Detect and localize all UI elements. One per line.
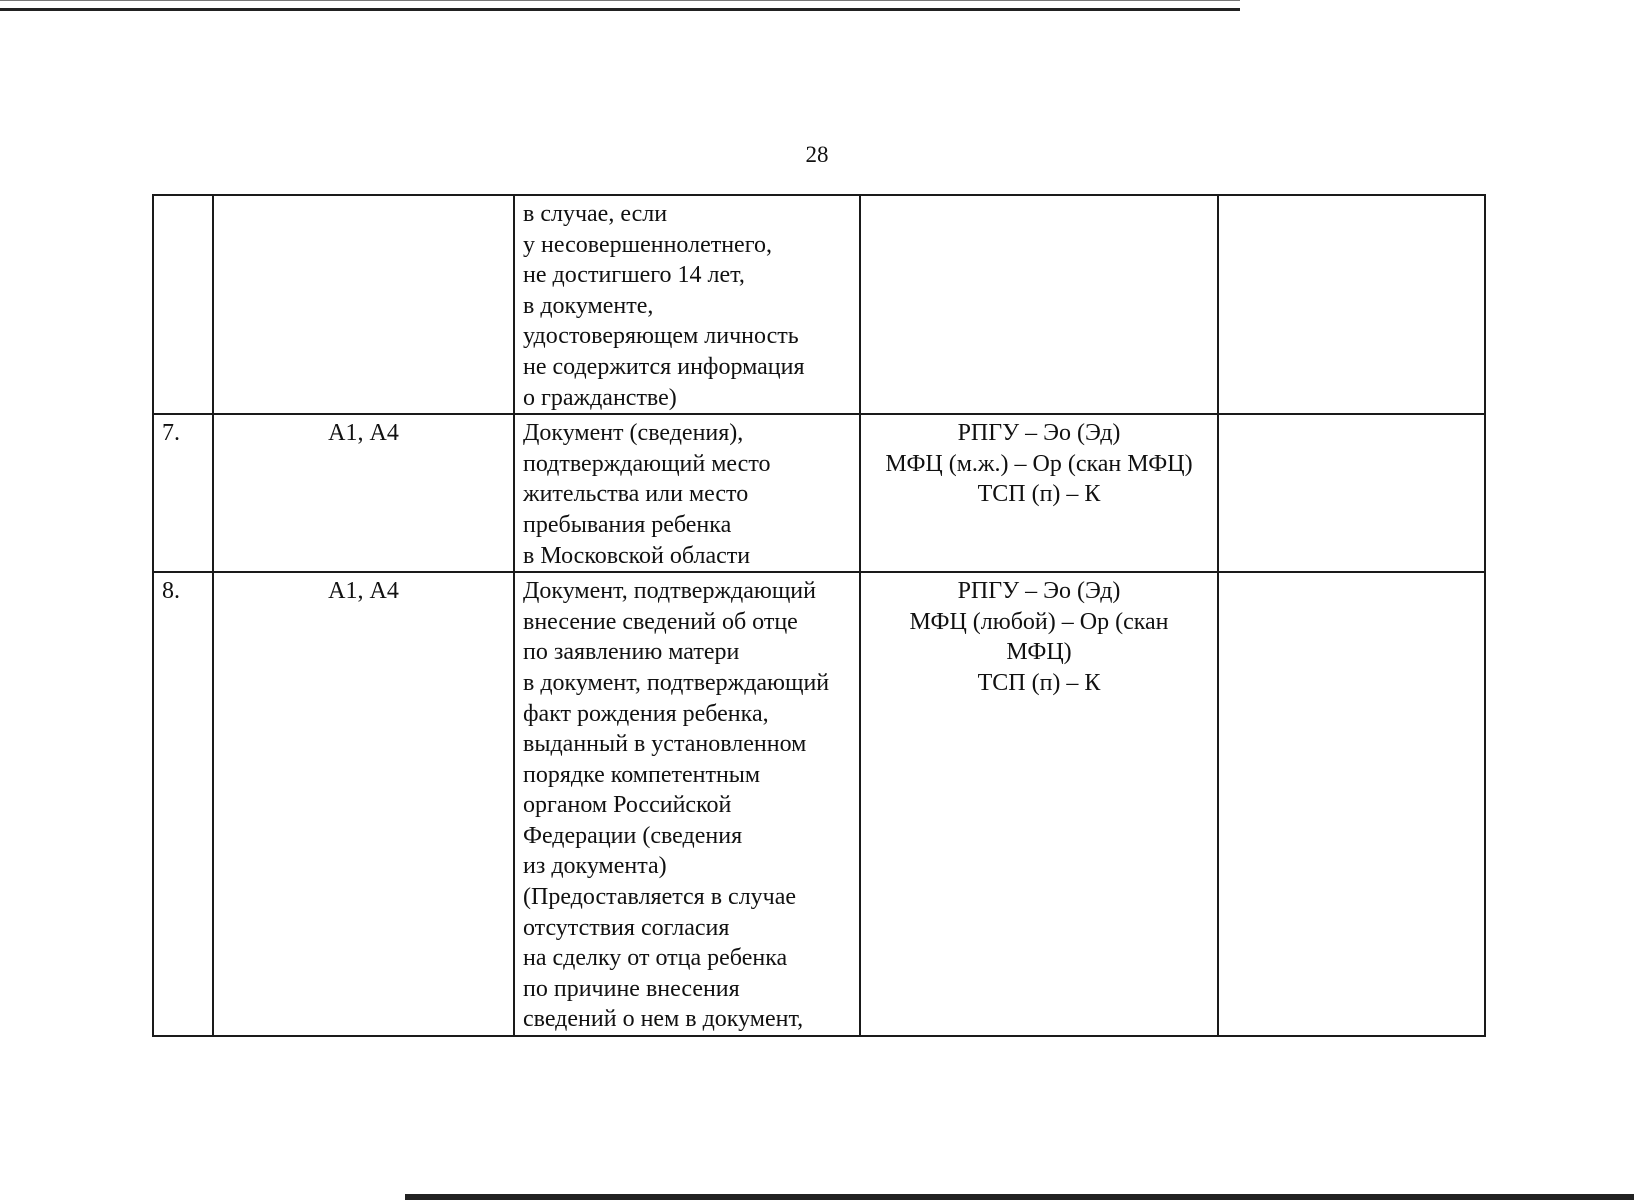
row-number: 7.	[153, 414, 213, 572]
channel-line: РПГУ – Эо (Эд)	[957, 420, 1121, 447]
applicant-codes: А1, А4	[213, 414, 514, 572]
document-description	[514, 195, 860, 414]
document-line: по причине внесения	[523, 975, 740, 1002]
document-line: порядке компетентным	[523, 761, 761, 788]
document-line: в документе,	[523, 292, 654, 319]
table-row	[153, 414, 1485, 572]
document-line: Документ, подтверждающий	[523, 578, 816, 605]
channel-line: МФЦ)	[1006, 639, 1072, 666]
document-line: о гражданстве)	[523, 384, 677, 411]
channel-line: ТСП (п) – К	[977, 669, 1101, 696]
page-number: 28	[805, 142, 829, 167]
document-description	[514, 414, 860, 572]
note-cell	[1218, 414, 1485, 572]
channel-line: МФЦ (м.ж.) – Ор (скан МФЦ)	[885, 450, 1193, 477]
document-line: в случае, если	[523, 201, 668, 227]
document-line: у несовершеннолетнего,	[523, 231, 772, 258]
scan-edge-line	[0, 0, 1240, 1]
document-line: Федерации (сведения	[523, 822, 743, 849]
document-line: в Московской области	[523, 542, 751, 569]
note-cell	[1218, 195, 1485, 414]
document-line: в документ, подтверждающий	[523, 669, 830, 696]
document-line: пребывания ребенка	[523, 511, 732, 538]
document-line: жительства или место	[523, 481, 749, 508]
applicant-codes	[213, 195, 514, 414]
document-description	[514, 572, 860, 1036]
row-number: 8.	[153, 572, 213, 1036]
document-line: не содержится информация	[523, 353, 805, 380]
table-row	[153, 572, 1485, 1036]
document-line: органом Российской	[523, 792, 732, 819]
document-line: на сделку от отца ребенка	[523, 945, 788, 972]
scan-edge-line	[405, 1194, 1634, 1200]
channel-line: РПГУ – Эо (Эд)	[957, 578, 1121, 605]
documents-table	[152, 194, 1486, 1037]
channel-line: МФЦ (любой) – Ор (скан	[909, 608, 1169, 635]
document-line: удостоверяющем личность	[523, 323, 799, 350]
submission-channels	[860, 414, 1218, 572]
document-line: не достигшего 14 лет,	[523, 262, 745, 289]
row-number	[153, 195, 213, 414]
document-line: внесение сведений об отце	[523, 608, 798, 635]
document-line: отсутствия согласия	[523, 914, 730, 941]
document-line: по заявлению матери	[523, 639, 740, 666]
document-line: подтверждающий место	[523, 450, 771, 477]
document-line: (Предоставляется в случае	[523, 884, 797, 911]
note-cell	[1218, 572, 1485, 1036]
document-line: выданный в установленном	[523, 731, 807, 758]
scan-edge-line	[0, 8, 1240, 11]
document-line: из документа)	[523, 853, 667, 880]
applicant-codes: А1, А4	[213, 572, 514, 1036]
document-line: факт рождения ребенка,	[523, 700, 769, 727]
submission-channels	[860, 572, 1218, 1036]
submission-channels	[860, 195, 1218, 414]
document-line: Документ (сведения),	[523, 420, 744, 447]
document-line: сведений о нем в документ,	[523, 1006, 804, 1033]
channel-line: ТСП (п) – К	[977, 481, 1101, 508]
table-row	[153, 195, 1485, 414]
